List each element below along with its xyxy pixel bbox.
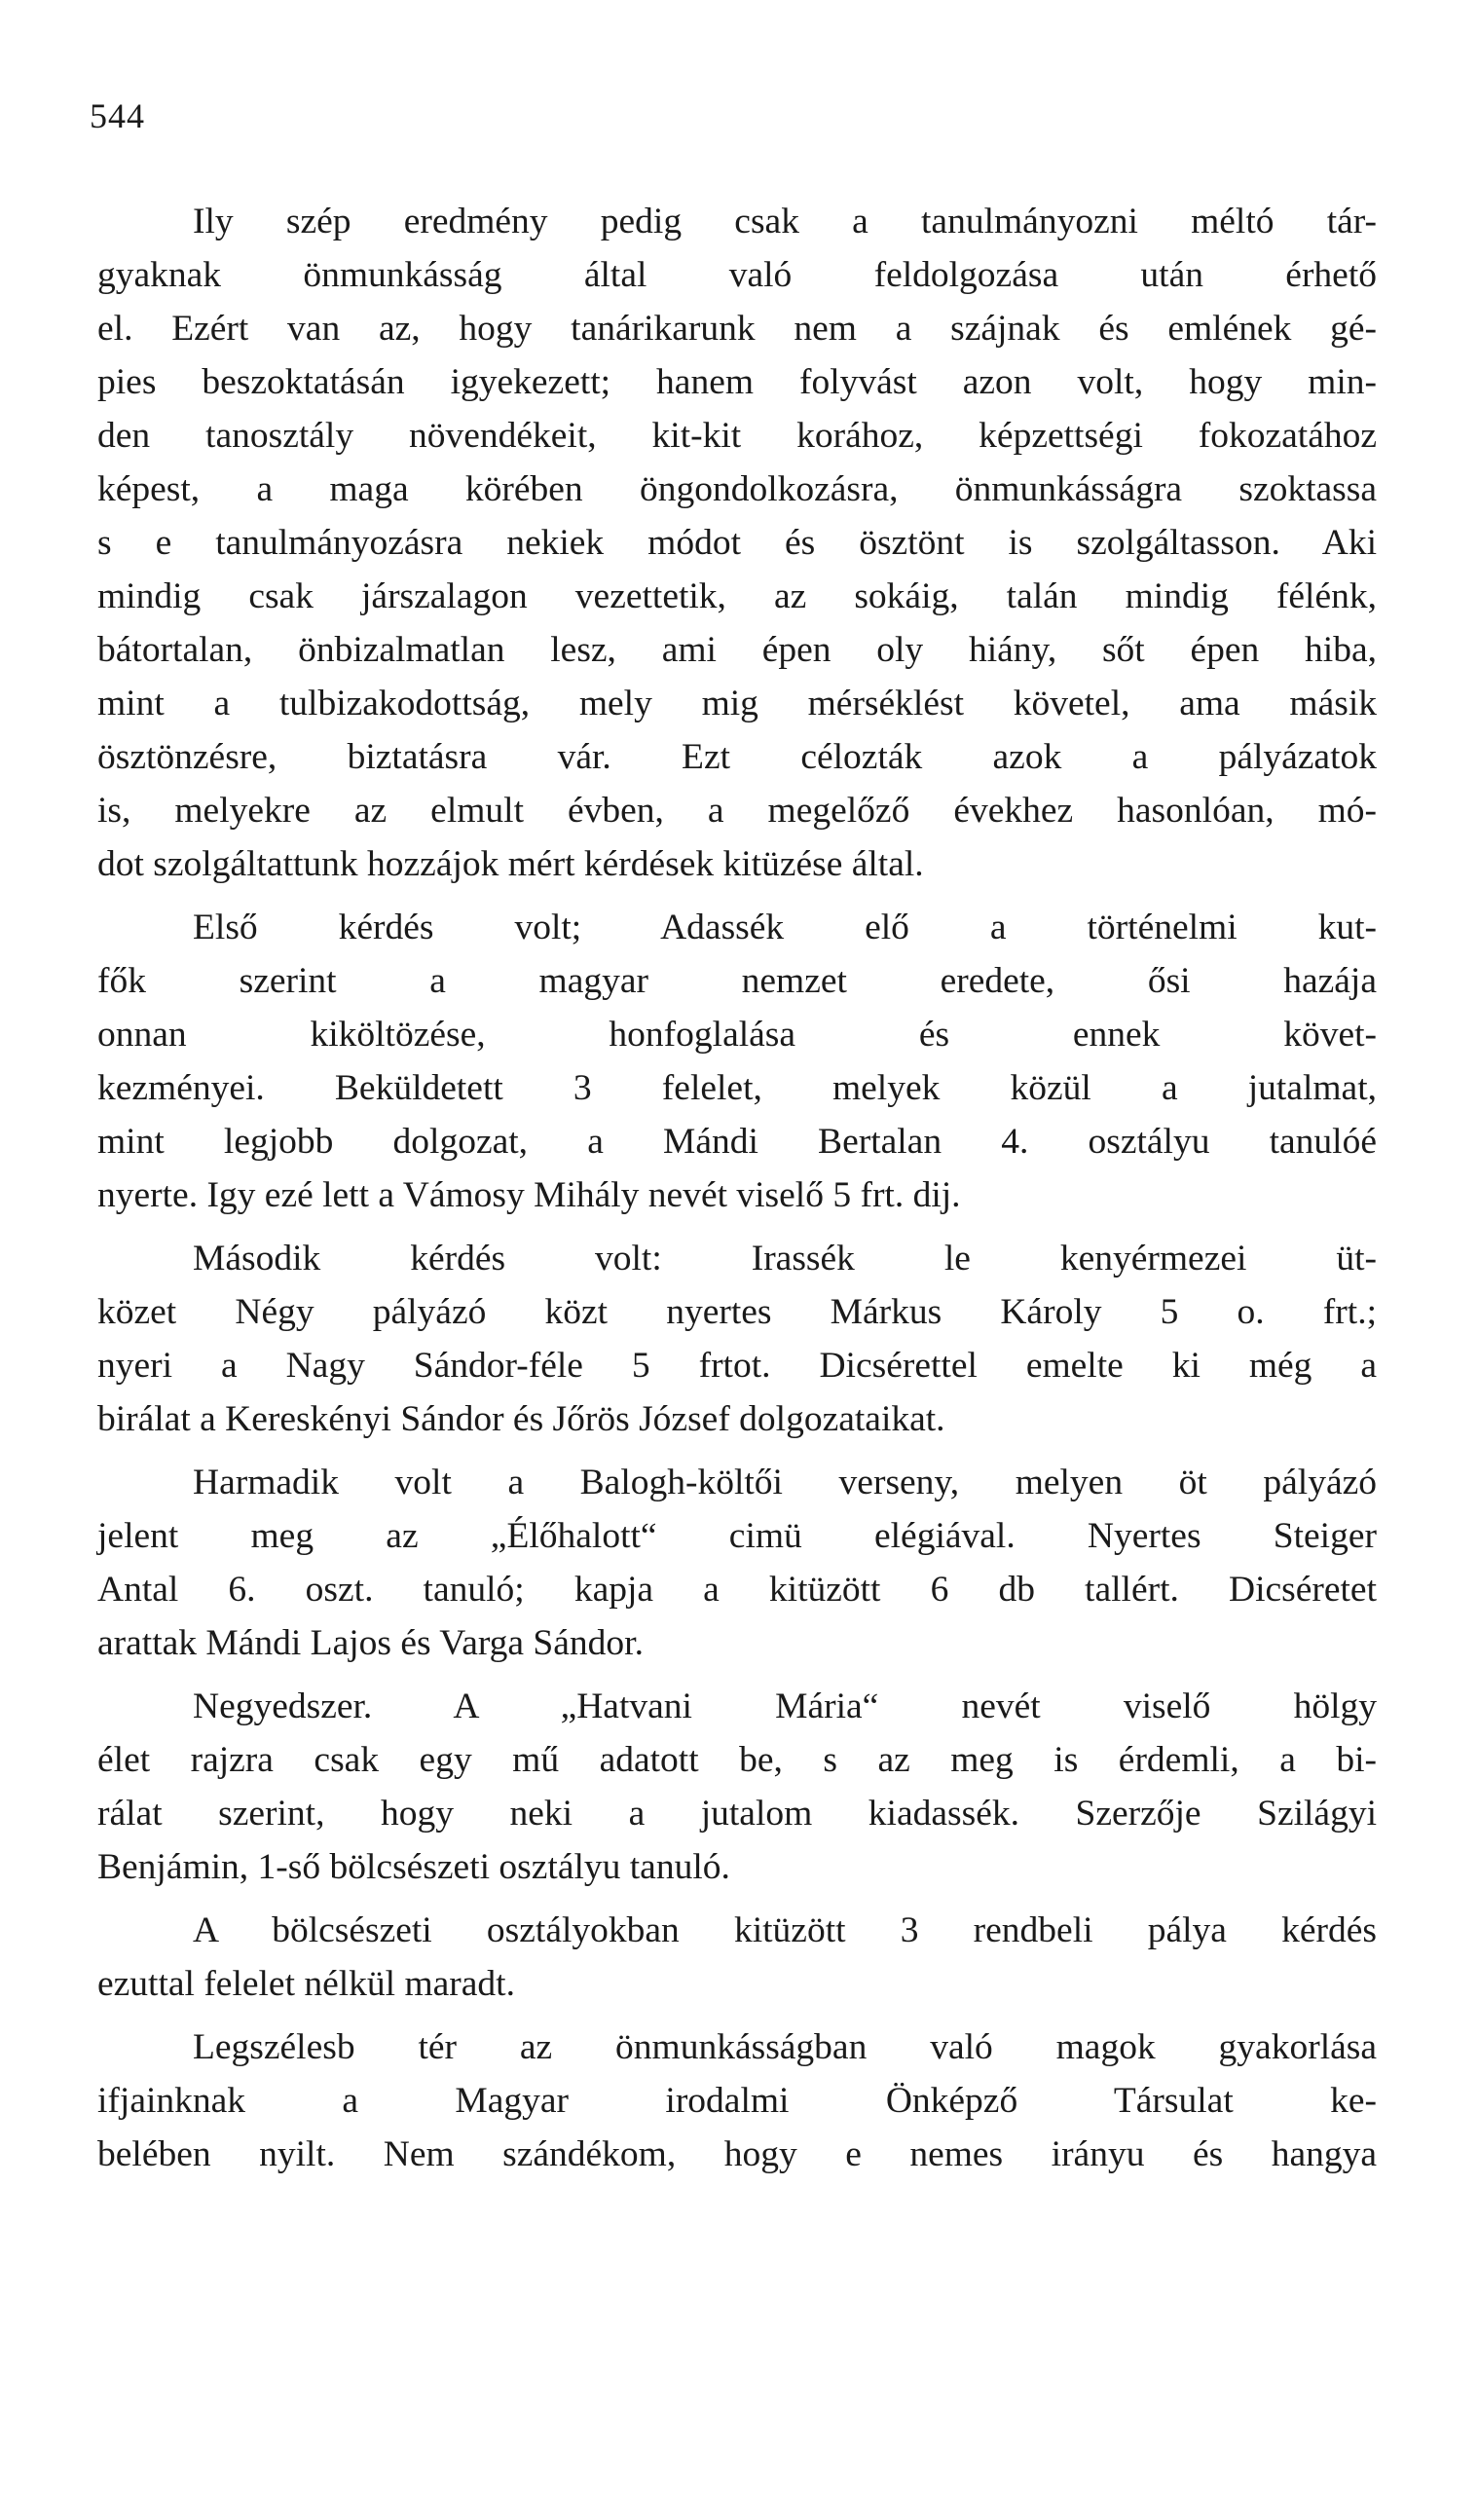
text-line: közet Négy pályázó közt nyertes Márkus Károly 5 o. frt.; (97, 1292, 1377, 1332)
text-line: s e tanulmányozásra nekiek módot és ösztönt is szolgáltasson. Aki (97, 523, 1377, 563)
page-number: 544 (90, 96, 145, 135)
paragraph-third-question (97, 1456, 1377, 1670)
text-line: fők szerint a magyar nemzet eredete, ősi hazája (97, 961, 1377, 1001)
text-line: Harmadik volt a Balogh-költői verseny, melyen öt pályázó (193, 1463, 1377, 1502)
text-line: jelent meg az „Élőhalott“ cimü elégiával. Nyertes Steiger (97, 1516, 1377, 1556)
text-line: mint legjobb dolgozat, a Mándi Bertalan 4. osztályu tanulóé (97, 1122, 1377, 1162)
text-line: dot szolgáltattunk hozzájok mért kérdések kitüzése által. (97, 844, 924, 884)
text-line: mint a tulbizakodottság, mely mig mérséklést követel, ama másik (97, 684, 1377, 723)
paragraph-literary-society (97, 2020, 1377, 2181)
text-line: rálat szerint, hogy neki a jutalom kiadassék. Szerzője Szilágyi (97, 1794, 1377, 1834)
text-line: birálat a Kereskényi Sándor és Jőrös József dolgozataikat. (97, 1399, 945, 1439)
text-line: Benjámin, 1-ső bölcsészeti osztályu tanuló. (97, 1847, 730, 1887)
text-line: ifjainknak a Magyar irodalmi Önképző Társulat ke- (97, 2081, 1377, 2121)
text-line: arattak Mándi Lajos és Varga Sándor. (97, 1623, 644, 1663)
paragraph-fourth-question (97, 1680, 1377, 1894)
text-line: nyerte. Igy ezé lett a Vámosy Mihály nevét viselő 5 frt. dij. (97, 1175, 961, 1215)
text-line: el. Ezért van az, hogy tanárikarunk nem a szájnak és emlének gé- (97, 309, 1377, 349)
text-line: den tanosztály növendékeit, kit-kit korához, képzettségi fokozatához (97, 416, 1377, 456)
text-line: Antal 6. oszt. tanuló; kapja a kitüzött 6 db tallért. Dicséretet (97, 1570, 1377, 1610)
text-line: onnan kiköltözése, honfoglalása és ennek követ- (97, 1015, 1377, 1055)
text-line: is, melyekre az elmult évben, a megelőző évekhez hasonlóan, mó- (97, 791, 1377, 831)
text-line: nyeri a Nagy Sándor-féle 5 frtot. Dicsérettel emelte ki még a (97, 1346, 1377, 1386)
text-line: élet rajzra csak egy mű adatott be, s az meg is érdemli, a bi- (97, 1740, 1377, 1780)
text-line: mindig csak járszalagon vezettetik, az sokáig, talán mindig félénk, (97, 576, 1377, 616)
paragraph-philosophy-classes (97, 1904, 1377, 2011)
text-line: Első kérdés volt; Adassék elő a történelmi kut- (193, 908, 1377, 947)
text-line: belében nyilt. Nem szándékom, hogy e nemes irányu és hangya (97, 2134, 1377, 2174)
body-text (97, 195, 1377, 2181)
paragraph-first-question (97, 901, 1377, 1222)
text-line: kezményei. Beküldetett 3 felelet, melyek közül a jutalmat, (97, 1068, 1377, 1108)
text-line: Legszélesb tér az önmunkásságban való magok gyakorlása (193, 2027, 1377, 2067)
text-line: képest, a maga körében öngondolkozásra, önmunkásságra szoktassa (97, 469, 1377, 509)
text-line: gyaknak önmunkásság által való feldolgozása után érhető (97, 255, 1377, 295)
text-line: pies beszoktatásán igyekezett; hanem folyvást azon volt, hogy min- (97, 362, 1377, 402)
text-line: Második kérdés volt: Irassék le kenyérmezei üt- (193, 1239, 1377, 1279)
paragraph-intro (97, 195, 1377, 891)
text-line: ezuttal felelet nélkül maradt. (97, 1964, 515, 2004)
text-line: A bölcsészeti osztályokban kitüzött 3 rendbeli pálya kérdés (193, 1910, 1377, 1950)
text-line: Negyedszer. A „Hatvani Mária“ nevét viselő hölgy (193, 1686, 1377, 1726)
paragraph-second-question (97, 1232, 1377, 1446)
text-line: ösztönzésre, biztatásra vár. Ezt célozták azok a pályázatok (97, 737, 1377, 777)
text-line: bátortalan, önbizalmatlan lesz, ami épen oly hiány, sőt épen hiba, (97, 630, 1377, 670)
text-line: Ily szép eredmény pedig csak a tanulmányozni méltó tár- (193, 202, 1377, 241)
